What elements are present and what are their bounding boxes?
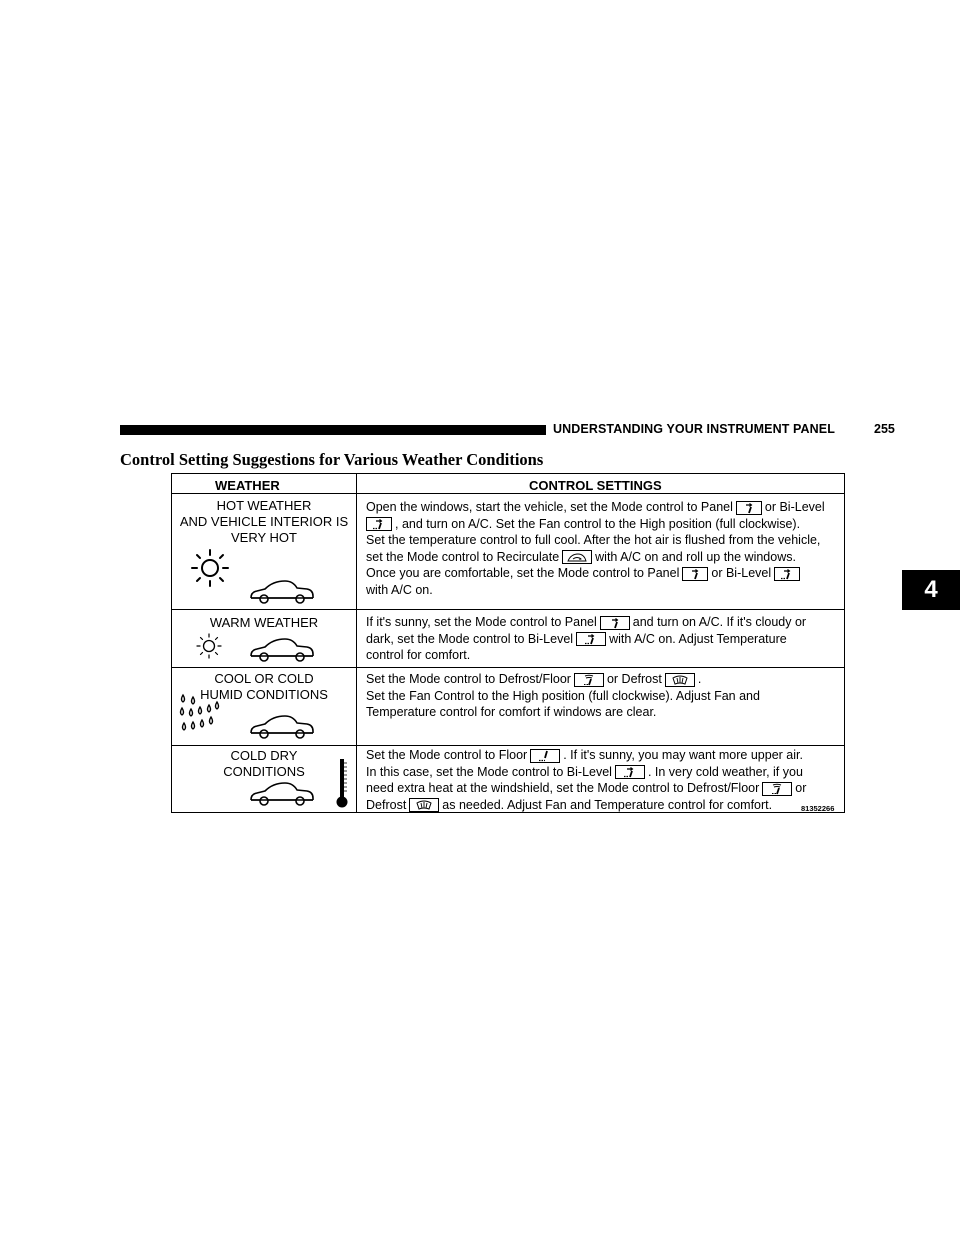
running-header: UNDERSTANDING YOUR INSTRUMENT PANEL — [553, 422, 835, 436]
header-divider — [172, 493, 844, 494]
raindrops-icon — [178, 693, 228, 739]
car-icon — [249, 781, 315, 807]
defrost-floor-mode-icon — [762, 782, 792, 796]
floor-mode-icon — [530, 749, 560, 763]
car-icon — [249, 637, 315, 663]
column-divider — [356, 474, 357, 812]
weather-label: HOT WEATHER AND VEHICLE INTERIOR IS VERY HOT — [179, 498, 349, 545]
control-setting-text: If it's sunny, set the Mode control to Panel and turn on A/C. If it's cloudy or dark, set the Mode control to Bi-Level with A/C on. Adjust Temperature control for comfort. — [366, 615, 807, 662]
control-setting-text: Open the windows, start the vehicle, set the Mode control to Panel or Bi-Level , and turn on A/C. Set the Fan control to the High position (full clockwise). Set the temperature control to full cool. After the hot air is flushed from the vehicle, set the Mode control to Recirculate with A/C on and roll up the windows. Once you are comfortable, set the Mode control to Panel or Bi-Level with A/C on. — [366, 500, 825, 597]
control-setting-text: Set the Mode control to Defrost/Floor or Defrost . Set the Fan Control to the High position (full clockwise). Adjust Fan and Temperature control for comfort if windows are clear. — [366, 672, 760, 719]
thermometer-icon — [335, 757, 349, 809]
panel-mode-icon — [600, 616, 630, 630]
bi-level-mode-icon — [774, 567, 800, 581]
weather-label: WARM WEATHER — [209, 615, 319, 630]
weather-label: COLD DRY CONDITIONS — [223, 748, 305, 779]
recirculate-icon — [562, 550, 592, 564]
bi-level-mode-icon — [576, 632, 606, 646]
column-header-control-settings: CONTROL SETTINGS — [529, 478, 662, 493]
control-settings-table — [171, 473, 845, 813]
control-setting-text: Set the Mode control to Floor . If it's sunny, you may want more upper air. In this case, set the Mode control to Bi-Level . In very cold weather, if you need extra heat at the windshield, set the Mode control to Defrost/Floor or Defrost as needed. Adjust Fan and Temperature control for comfort. — [366, 748, 807, 812]
defrost-mode-icon — [665, 673, 695, 687]
sun-icon — [194, 631, 224, 661]
header-rule — [120, 425, 546, 435]
row-divider — [172, 667, 844, 668]
row-divider — [172, 745, 844, 746]
row-divider — [172, 609, 844, 610]
weather-label: COOL OR COLD HUMID CONDITIONS — [200, 671, 328, 702]
defrost-mode-icon — [409, 798, 439, 812]
panel-mode-icon — [682, 567, 708, 581]
chapter-tab: 4 — [902, 570, 960, 610]
car-icon — [249, 579, 315, 605]
figure-id: 81352266 — [801, 804, 835, 813]
defrost-floor-mode-icon — [574, 673, 604, 687]
car-icon — [249, 714, 315, 740]
column-header-weather: WEATHER — [215, 478, 280, 493]
bi-level-mode-icon — [366, 517, 392, 531]
bi-level-mode-icon — [615, 765, 645, 779]
panel-mode-icon — [736, 501, 762, 515]
section-title: Control Setting Suggestions for Various Weather Conditions — [120, 450, 544, 469]
sun-icon — [189, 547, 231, 589]
page-number: 255 — [874, 422, 895, 436]
